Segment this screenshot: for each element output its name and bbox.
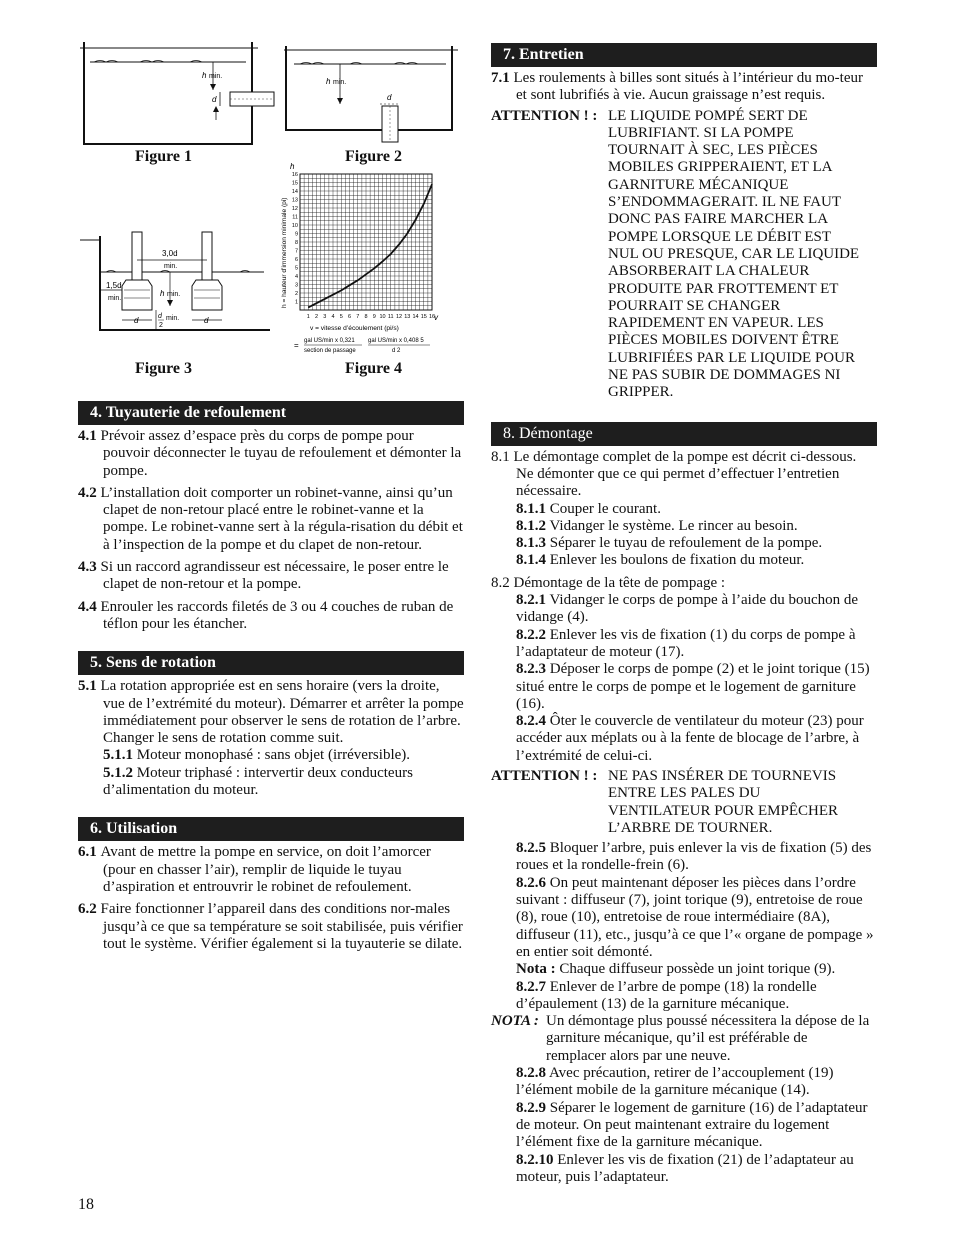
page-number: 18 [78, 1196, 94, 1213]
chart-y-tick-label: 14 [291, 189, 298, 195]
para-5-1-1: 5.1.1 Moteur monophasé : sans objet (irréversible). [103, 747, 411, 764]
para-8-2-5: 8.2.5 Bloquer l’arbre, puis enlever la vis de fixation (5) des roues et la rondelle-frein (6). [516, 840, 872, 874]
para-8-1: 8.1 Le démontage complet de la pompe est décrit ci-dessous. Ne démonter que ce qui permet d’effectuer l’entretien nécessaire. [491, 448, 857, 500]
chart-x-tick-label: 1 [306, 314, 310, 320]
chart-x-tick-label: 9 [372, 314, 376, 320]
fig3-half-d: d [158, 313, 162, 320]
nota-diffuseur: Nota : Chaque diffuseur possède un joint torique (9). [516, 961, 836, 978]
chart-x-tick-label: 12 [395, 314, 403, 320]
chart-y-tick-label: 13 [291, 197, 298, 204]
fig1-h: h [202, 71, 207, 80]
chart-x-tick-label: 15 [420, 314, 427, 320]
chart-y-tick-label: 11 [292, 214, 298, 221]
para-7-1: 7.1 Les roulements à billes sont situés à l’intérieur du mo-teur et sont lubrifiés à vie. Aucun graissage n’est requis. [491, 70, 863, 104]
formula-right-den: d 2 [392, 348, 401, 354]
chart-y-tick-label: 6 [294, 257, 298, 263]
fig2-min: min. [333, 79, 347, 86]
chart-x-tick-label: 3 [323, 314, 327, 320]
chart-y-tick-label: 5 [294, 265, 298, 272]
section-7-header: 7. Entretien [491, 43, 877, 67]
nota-text: Un démontage plus poussé nécessitera la dépose de la garniture mécanique, qu’il est préférable de remplacer alors par une neuve. [546, 1013, 870, 1064]
para-8-1-1: 8.1.1 Couper le courant. [516, 500, 661, 517]
chart-x-tick-label: 2 [314, 314, 319, 320]
chart-y-tick-label: 10 [291, 223, 298, 229]
chart-y-tick-label: 8 [294, 240, 298, 246]
fig3-half-min: min. [166, 315, 180, 322]
chart-y-tick-label: 4 [294, 274, 298, 280]
chart-x-tick-label: 4 [331, 314, 335, 320]
para-4-2: 4.2 L’installation doit comporter un robinet-vanne, ainsi qu’un clapet de non-retour placé entre le robinet-vanne et la pompe. Le robinet-vanne sert à la régula-risation du débit et à l’inspection de la pompe et du clapet de non-retour. [78, 484, 463, 553]
para-6-2: 6.2 Faire fonctionner l’appareil dans des conditions nor-males jusqu’à ce que sa température se soit stabilisée, puis vérifier tout le système. Vérifier également si la tuyauterie se dilate. [78, 901, 463, 952]
para-4-3: 4.3 Si un raccord agrandisseur est nécessaire, le poser entre le clapet de non-retour et la pompe. [78, 559, 449, 593]
para-4-4: 4.4 Enrouler les raccords filetés de 3 ou 4 couches de ruban de téflon pour les étancher. [78, 598, 454, 632]
warning-7-text: LE LIQUIDE POMPÉ SERT DE LUBRIFIANT. SI LA POMPE TOURNAIT À SEC, LES PIÈCES MOBILES GRIPPERAIENT, ET LA GARNITURE MÉCANIQUE S’ENDOMMAGERAIT. IL NE FAUT DONC PAS FAIRE MARCHER LA POMPE LORSQUE LE DÉBIT EST NUL OU PRESQUE, CAR LE LIQUIDE ABSORBERAIT LA CHALEUR PRODUITE PAR FROTTEMENT ET POURRAIT SE CHANGER RAPIDEMENT EN VAPEUR. LES PIÈCES MOBILES DOIVENT ÊTRE LUBRIFIÉES PAR LE LIQUIDE POUR NE PAS SUBIR DE DOMMAGES NI GRIPPER. [608, 107, 860, 401]
chart-x-tick-label: 16 [428, 314, 436, 320]
chart-x-tick-label: 14 [412, 314, 419, 320]
para-8-2: 8.2 Démontage de la tête de pompage : [491, 574, 726, 591]
nota-block [491, 1013, 877, 1065]
chart-x-tick-label: 11 [387, 314, 394, 320]
figure-4-label: Figure 4 [345, 360, 403, 377]
fig3-h: h [160, 289, 165, 298]
chart-y-letter: h [290, 162, 295, 171]
chart-x-letter: v [434, 313, 438, 322]
para-8-1-2: 8.1.2 Vidanger le système. Le rincer au besoin. [516, 517, 798, 534]
formula-left-den: section de passage [304, 348, 356, 354]
formula-eq: = [294, 341, 299, 350]
para-8-2-8: 8.2.8 Avec précaution, retirer de l’accouplement (19) l’élément mobile de la garniture mécanique (14). [516, 1065, 834, 1099]
para-8-2-6: 8.2.6 On peut maintenant déposer les pièces dans l’ordre suivant : diffuseur (7), joint torique (9), entretoise de roue (8), roue (10), entretoise de roue intermédiaire (8A), diffuseur (11), etc., jusqu’à ce que l’« organe de pompage » en entier soit démonté. [516, 874, 874, 960]
section-8-header: 8. Démontage [491, 422, 877, 446]
section-7-body [491, 70, 877, 402]
formula-left-num: gal US/min x 0,321 [304, 338, 355, 344]
fig3-top-min: min. [164, 263, 178, 270]
chart-y-tick-label: 9 [294, 231, 298, 238]
warning-7 [491, 108, 877, 402]
para-5-1: 5.1 La rotation appropriée est en sens horaire (vers la droite, vue de l’extrémité du moteur). Démarrer et arrêter la pompe immédiatement pour observer le sens de rotation de l’arbre. Changer le sens de rotation comme suit. [78, 678, 464, 747]
warning-7-label: ATTENTION ! : [491, 107, 598, 124]
chart-y-tick-label: 15 [291, 180, 298, 187]
figure-4-chart [276, 160, 466, 358]
figure-2-drawing [284, 44, 460, 154]
fig3-left-dim: 1,5d [106, 281, 122, 290]
chart-x-tick-label: 7 [356, 314, 360, 320]
fig2-d: d [387, 93, 392, 102]
warning-8-text: NE PAS INSÉRER DE TOURNEVIS ENTRE LES PALES DU VENTILATEUR POUR EMPÊCHER L’ARBRE DE TOURNER. [608, 767, 839, 836]
figure-3-label: Figure 3 [135, 360, 193, 377]
para-8-2-1: 8.2.1 Vidanger le corps de pompe à l’aide du bouchon de vidange (4). [516, 592, 859, 626]
section-8-body [491, 449, 877, 1186]
para-8-1-3: 8.1.3 Séparer le tuyau de refoulement de la pompe. [516, 535, 823, 552]
section-4-body [78, 428, 464, 633]
chart-y-tick-label: 16 [291, 172, 298, 178]
chart-x-tick-label: 10 [379, 314, 386, 320]
fig3-half: 2 [159, 322, 163, 329]
chart-xlabel: v = vitesse d’écoulement (pi/s) [310, 325, 399, 332]
para-5-1-2: 5.1.2 Moteur triphasé : intervertir deux conducteurs d’alimentation du moteur. [103, 764, 413, 799]
para-6-1: 6.1 Avant de mettre la pompe en service, on doit l’amorcer (pour en chasser l’air), remplir de liquide le tuyau d’aspiration et entrouvrir le robinet de refoulement. [78, 844, 431, 895]
chart-x-tick-label: 13 [404, 314, 411, 320]
right-column [491, 43, 877, 1186]
figure-2-label: Figure 2 [345, 148, 403, 165]
fig3-min: min. [167, 291, 181, 298]
warning-8 [491, 768, 877, 837]
para-8-2-2: 8.2.2 Enlever les vis de fixation (1) du corps de pompe à l’adaptateur de moteur (17). [516, 626, 856, 660]
fig1-min: min. [209, 73, 223, 80]
section-4-header: 4. Tuyauterie de refoulement [78, 401, 464, 425]
formula-right-num: gal US/min x 0,408 5 [368, 338, 424, 344]
section-5-header: 5. Sens de rotation [78, 651, 464, 675]
figure-3-drawing [80, 226, 280, 340]
chart-y-tick-label: 2 [294, 291, 298, 297]
chart-y-tick-label: 7 [294, 248, 298, 255]
para-8-1-4: 8.1.4 Enlever les boulons de fixation du moteur. [516, 552, 805, 569]
section-5-body [78, 678, 464, 799]
para-8-2-7: 8.2.7 Enlever de l’arbre de pompe (18) la rondelle d’épaulement (13) de la garniture mécanique. [516, 978, 817, 1012]
fig3-left-min: min. [108, 295, 122, 302]
warning-8-label: ATTENTION ! : [491, 767, 598, 784]
section-6-header: 6. Utilisation [78, 817, 464, 841]
fig2-h: h [326, 77, 331, 86]
para-4-1: 4.1 Prévoir assez d’espace près du corps de pompe pour pouvoir déconnecter le tuyau de refoulement et démonter la pompe. [78, 428, 462, 479]
para-8-2-9: 8.2.9 Séparer le logement de garniture (16) de l’adaptateur de moteur. On peut maintenant extraire du logement l’élément fixe de la garniture mécanique. [516, 1099, 868, 1151]
section-6-body [78, 844, 464, 953]
fig1-d: d [212, 95, 217, 104]
chart-x-tick-label: 8 [364, 314, 368, 320]
chart-y-tick-label: 3 [294, 282, 298, 289]
figure-1-label: Figure 1 [135, 148, 193, 165]
figure-1-drawing [80, 40, 280, 150]
fig3-top-dim: 3,0d [162, 249, 178, 258]
fig3-d: d [134, 316, 139, 325]
para-8-2-4: 8.2.4 Ôter le couvercle de ventilateur du moteur (23) pour accéder aux méplats ou à la fente de blocage de l’arbre, à l’extrémité de celui-ci. [516, 713, 864, 764]
para-8-2-10: 8.2.10 Enlever les vis de fixation (21) de l’adaptateur au moteur, puis l’adaptateur. [516, 1151, 854, 1185]
left-column [78, 401, 464, 953]
chart-y-tick-label: 12 [291, 206, 298, 212]
para-8-2-3: 8.2.3 Déposer le corps de pompe (2) et le joint torique (15) situé entre le corps de pompe et le logement de garniture (16). [516, 661, 870, 712]
chart-x-tick-label: 6 [347, 314, 352, 320]
fig3-d2: d [204, 316, 209, 325]
nota-label: NOTA : [491, 1013, 539, 1030]
chart-ylabel: h = hauteur d’immersion minimale (pi) [281, 197, 288, 308]
chart-x-tick-label: 5 [339, 314, 343, 320]
chart-y-tick-label: 1 [294, 299, 298, 306]
